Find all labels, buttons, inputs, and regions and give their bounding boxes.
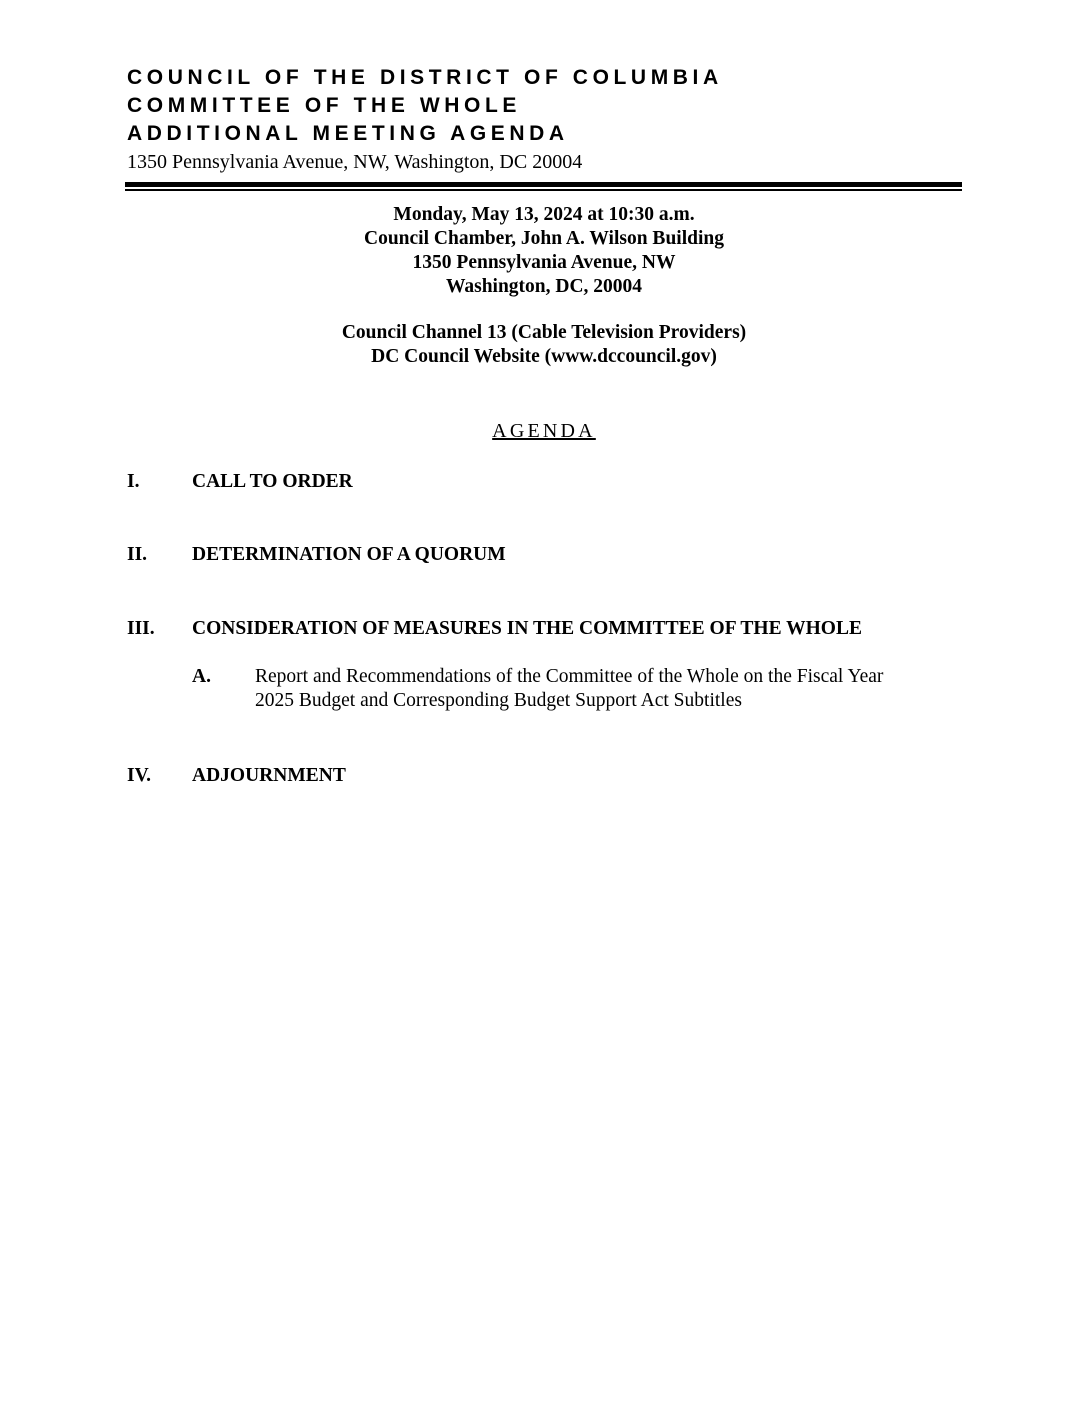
letterhead-committee-name: COMMITTEE OF THE WHOLE [127,94,522,117]
letterhead [127,64,723,176]
agenda-item-title: DETERMINATION OF A QUORUM [192,544,506,565]
broadcast-website: DC Council Website (www.dccouncil.gov) [371,346,717,367]
agenda-item-number: III. [127,618,155,639]
agenda-subitem-letter: A. [192,666,211,687]
meeting-datetime: Monday, May 13, 2024 at 10:30 a.m. [393,204,695,225]
agenda-item-number: IV. [127,765,152,786]
agenda-item-number: II. [127,544,148,565]
broadcast-channel: Council Channel 13 (Cable Television Providers) [341,322,747,343]
header-divider-thin [125,189,962,191]
agenda-item-title: CONSIDERATION OF MEASURES IN THE COMMITTEE OF THE WHOLE [192,618,862,639]
meeting-city: Washington, DC, 20004 [445,276,643,297]
letterhead-document-title: ADDITIONAL MEETING AGENDA [127,122,569,145]
agenda-subitem-text [255,665,965,713]
letterhead-address: 1350 Pennsylvania Avenue, NW, Washington, DC 20004 [127,151,583,173]
header-divider-thick [125,182,962,187]
agenda-item-title: CALL TO ORDER [192,471,353,492]
meeting-street: 1350 Pennsylvania Avenue, NW [412,252,676,273]
meeting-location: Council Chamber, John A. Wilson Building [364,228,724,249]
letterhead-council-name: COUNCIL OF THE DISTRICT OF COLUMBIA [127,66,723,89]
agenda-subitem-text-line: 2025 Budget and Corresponding Budget Support Act Subtitles [255,690,742,711]
meeting-info [0,203,1088,369]
meeting-info-spacer [0,299,1088,321]
agenda-subitem-text-line: Report and Recommendations of the Committee of the Whole on the Fiscal Year [255,666,884,687]
agenda-heading: AGENDA [492,420,596,442]
agenda-item-title: ADJOURNMENT [192,765,346,786]
agenda-item-number: I. [127,471,140,492]
